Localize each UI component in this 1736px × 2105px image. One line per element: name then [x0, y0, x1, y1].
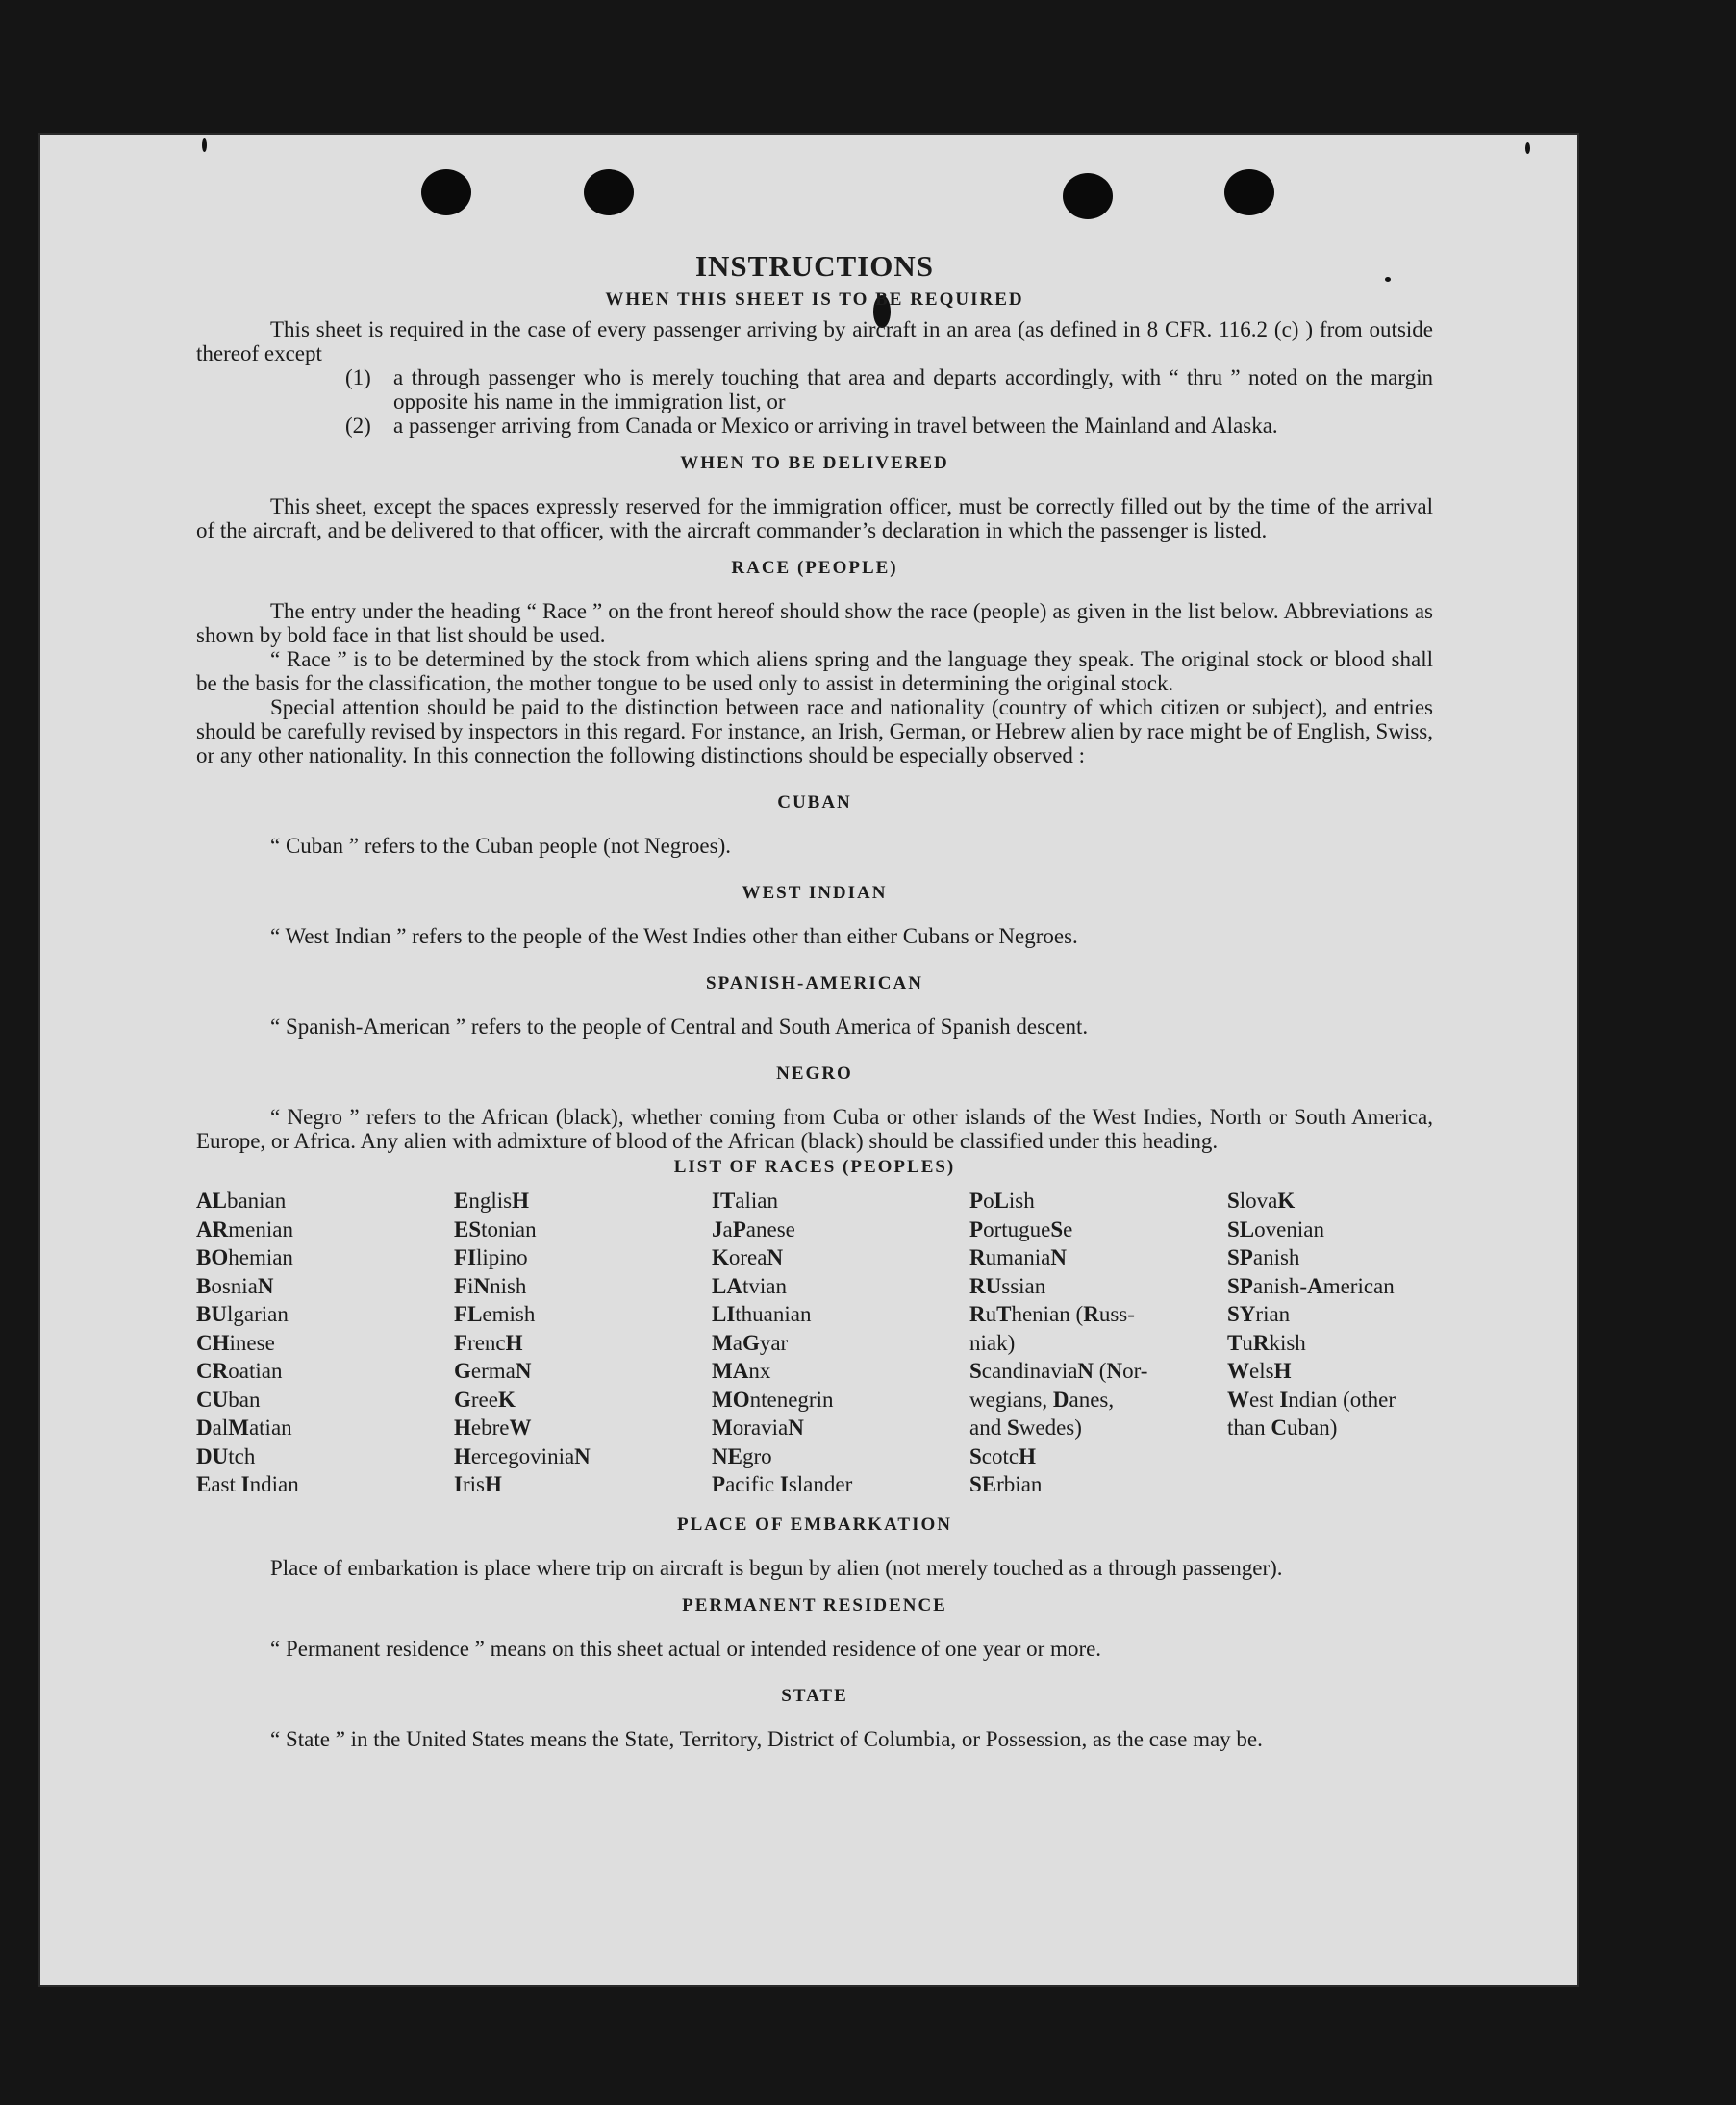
- race-entry: SLovenian: [1227, 1216, 1324, 1241]
- race-entry: GermaN: [454, 1359, 532, 1383]
- race-entry: WelsH: [1227, 1359, 1292, 1383]
- race-entry: FIlipino: [454, 1245, 528, 1269]
- race-entry: PoLish: [969, 1189, 1035, 1213]
- race-entry: JaPanese: [712, 1216, 795, 1241]
- race-entry: ALbanian: [196, 1189, 287, 1213]
- race-entry: ARmenian: [196, 1216, 293, 1241]
- paragraph: Place of embarkation is place where trip on aircraft is begun by alien (not merely touched as a through passenger).: [270, 1555, 1283, 1580]
- race-entry: SYrian: [1227, 1302, 1291, 1326]
- punch-hole: [1224, 169, 1274, 215]
- race-entry: HebreW: [454, 1416, 532, 1440]
- race-column: [196, 1187, 454, 1499]
- paragraph: The entry under the heading “ Race ” on the front hereof should show the race (people) as given in the list below. Abbreviations as shown by bold face in that list should be used.: [196, 599, 1433, 647]
- race-entry: BOhemian: [196, 1245, 293, 1269]
- race-entry: LIthuanian: [712, 1302, 812, 1326]
- race-entry: CUban: [196, 1387, 261, 1412]
- item-number: (2): [345, 413, 371, 438]
- race-entry: RUssian: [969, 1273, 1046, 1298]
- paragraph: This sheet is required in the case of every passenger arriving by aircraft in an area (as defined in 8 CFR. 116.2 (c) ) from outside thereof except: [196, 317, 1433, 365]
- item-text: a through passenger who is merely touching that area and departs accordingly, with “ thru ” noted on the margin opposite his name in the immigration list, or: [393, 365, 1433, 413]
- race-entry: MAnx: [712, 1359, 771, 1383]
- paragraph: Special attention should be paid to the distinction between race and nationality (country of which citizen or subject), and entries should be carefully revised by inspectors in this regard. For instance, an Irish, German, or Hebrew alien by race might be of English, Swiss, or any other nationality. In this connection the following distinctions should be especially observed :: [196, 695, 1433, 767]
- punch-hole: [421, 169, 471, 215]
- item-text: a passenger arriving from Canada or Mexico or arriving in travel between the Mainland and Alaska.: [393, 413, 1278, 438]
- race-entry: ScotcH: [969, 1443, 1036, 1468]
- list-item: [345, 413, 1433, 438]
- race-entry: MaGyar: [712, 1330, 789, 1355]
- race-column: [454, 1187, 712, 1499]
- page-title: INSTRUCTIONS: [694, 249, 934, 283]
- race-entry: wegians, Danes,: [969, 1387, 1115, 1412]
- section-heading: PLACE OF EMBARKATION: [677, 1514, 952, 1535]
- race-entry: KoreaN: [712, 1245, 784, 1269]
- section-heading: WHEN THIS SHEET IS TO BE REQUIRED: [605, 289, 1024, 310]
- race-entry: TuRkish: [1227, 1330, 1306, 1355]
- paragraph: “ State ” in the United States means the State, Territory, District of Columbia, or Possession, as the case may be.: [270, 1726, 1263, 1751]
- race-entry: FiNnish: [454, 1273, 527, 1298]
- race-entry: NEgro: [712, 1443, 772, 1468]
- race-entry: SPanish-American: [1227, 1273, 1395, 1298]
- race-entry: BosniaN: [196, 1273, 274, 1298]
- paragraph: “ West Indian ” refers to the people of the West Indies other than either Cubans or Negroes.: [270, 924, 1078, 948]
- race-entry: LAtvian: [712, 1273, 787, 1298]
- race-column: [712, 1187, 969, 1499]
- race-entry: CHinese: [196, 1330, 275, 1355]
- section-heading: RACE (PEOPLE): [731, 558, 898, 578]
- paragraph: “ Spanish-American ” refers to the people of Central and South America of Spanish descent.: [270, 1015, 1089, 1039]
- paragraph: “ Negro ” refers to the African (black), whether coming from Cuba or other islands of the West Indies, North or South America, Europe, or Africa. Any alien with admixture of blood of the African (black) should be classified under this heading.: [196, 1105, 1433, 1153]
- section-heading: STATE: [781, 1685, 848, 1706]
- race-entry: SPanish: [1227, 1245, 1300, 1269]
- race-column: [1227, 1187, 1485, 1499]
- race-entry: IrisH: [454, 1472, 502, 1496]
- ink-speck: [1525, 142, 1530, 154]
- race-entry: HercegoviniaN: [454, 1443, 591, 1468]
- section-heading: NEGRO: [776, 1064, 853, 1084]
- race-column: [969, 1187, 1227, 1499]
- race-entry: CRoatian: [196, 1359, 283, 1383]
- race-entry: and Swedes): [969, 1416, 1082, 1440]
- race-entry: SlovaK: [1227, 1189, 1296, 1213]
- race-entry: niak): [969, 1330, 1016, 1355]
- paragraph: This sheet, except the spaces expressly reserved for the immigration officer, must be correctly filled out by the time of the arrival of the aircraft, and be delivered to that officer, with the aircraft commander’s declaration in which the passenger is listed.: [196, 494, 1433, 542]
- paragraph: “ Race ” is to be determined by the stock from which aliens spring and the language they speak. The original stock or blood shall be the basis for the classification, the mother tongue to be used only to assist in determining the original stock.: [196, 647, 1433, 695]
- race-entry: West Indian (other: [1227, 1387, 1396, 1412]
- section-heading: SPANISH-AMERICAN: [706, 973, 923, 993]
- paragraph: “ Permanent residence ” means on this sheet actual or intended residence of one year or more.: [270, 1636, 1102, 1661]
- instructions-content: [196, 249, 1433, 1751]
- list-item: [345, 365, 1433, 413]
- race-entry: ScandinaviaN (Nor-: [969, 1359, 1148, 1383]
- section-heading: LIST OF RACES (PEOPLES): [673, 1157, 956, 1177]
- race-entry: MOntenegrin: [712, 1387, 834, 1412]
- race-entry: PortugueSe: [969, 1216, 1073, 1241]
- punch-hole: [1063, 173, 1113, 219]
- section-heading: WHEN TO BE DELIVERED: [680, 453, 949, 473]
- race-entry: ITalian: [712, 1189, 778, 1213]
- race-entry: FLemish: [454, 1302, 536, 1326]
- race-entry: RuThenian (Russ-: [969, 1302, 1135, 1326]
- race-entry: RumaniaN: [969, 1245, 1067, 1269]
- section-heading: PERMANENT RESIDENCE: [682, 1594, 947, 1616]
- race-entry: than Cuban): [1227, 1416, 1338, 1440]
- punch-hole: [584, 169, 634, 215]
- race-entry: FrencH: [454, 1330, 523, 1355]
- race-list: [196, 1187, 1433, 1499]
- race-entry: Pacific Islander: [712, 1472, 853, 1496]
- section-heading: CUBAN: [777, 792, 852, 813]
- race-entry: GreeK: [454, 1387, 516, 1412]
- race-entry: EnglisH: [454, 1189, 529, 1213]
- item-number: (1): [345, 365, 371, 389]
- race-entry: SErbian: [969, 1472, 1043, 1496]
- race-entry: DUtch: [196, 1443, 256, 1468]
- section-heading: WEST INDIAN: [742, 883, 888, 903]
- race-entry: East Indian: [196, 1472, 299, 1496]
- ink-speck: [202, 138, 207, 152]
- race-entry: BUlgarian: [196, 1302, 289, 1326]
- race-entry: EStonian: [454, 1216, 537, 1241]
- race-entry: MoraviaN: [712, 1416, 804, 1440]
- race-entry: DalMatian: [196, 1416, 292, 1440]
- paragraph: “ Cuban ” refers to the Cuban people (not Negroes).: [270, 834, 732, 858]
